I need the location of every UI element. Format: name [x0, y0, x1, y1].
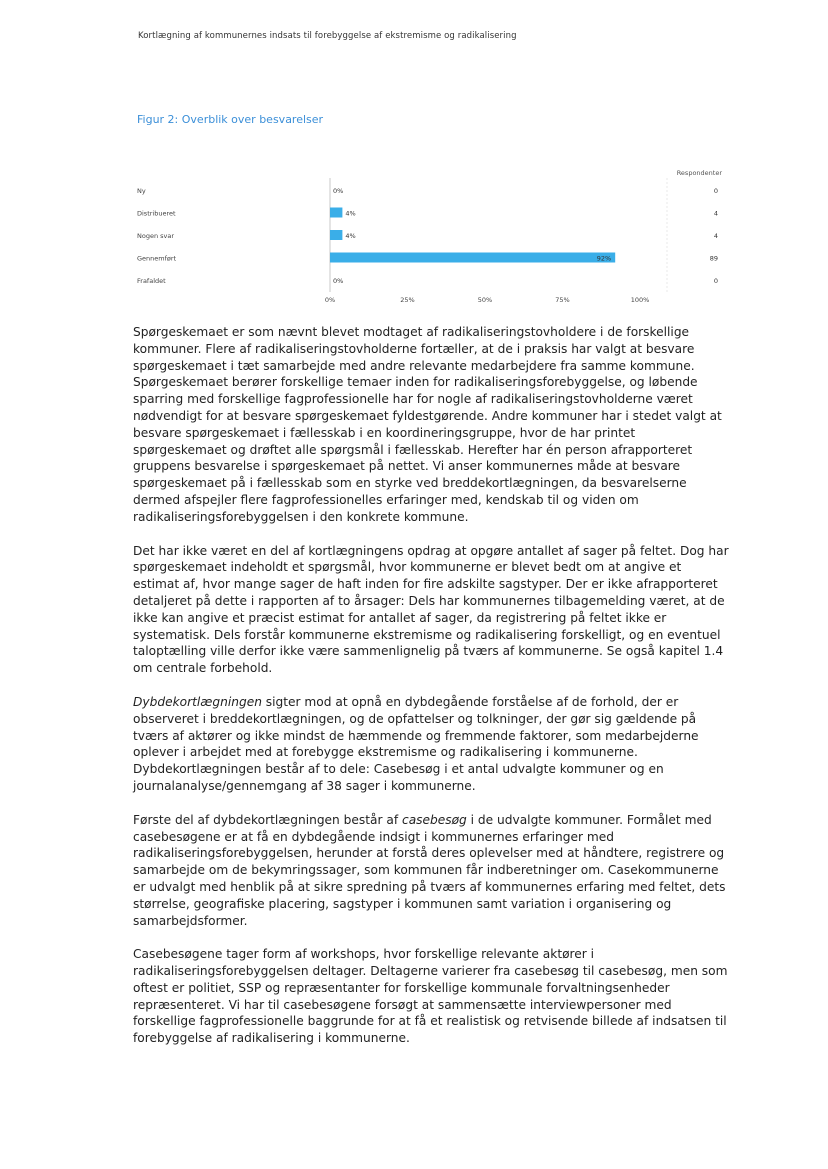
x-tick-label: 50%: [477, 296, 493, 304]
data-label: 0%: [333, 187, 344, 195]
response-overview-chart: [0, 0, 828, 320]
paragraph-4-text: i de udvalgte kommuner. Formålet med casebesøgene er at få en dybdegående indsigt i kommunernes erfaringer med radikaliseringsforebyggelsen, herunder at forstå deres oplevelser med at håndtere, registrere og samarbejde om de bekymringssager, som kommunen får indberetninger om. Casekommunerne er udvalgt med henblik på at sikre spredning på tværs af kommunernes erfaring med feltet, dets størrelse, geografiske placering, sagstyper i kommunen samt variation i organisering og samarbejdsformer.: [133, 812, 726, 928]
respondents-header: Respondenter: [676, 169, 722, 177]
category-label: Ny: [137, 187, 146, 195]
figure-title: Figur 2: Overblik over besvarelser: [137, 113, 324, 126]
category-label: Distribueret: [137, 209, 176, 218]
respondent-count: 0: [713, 187, 718, 195]
paragraph-2: Det har ikke været en del af kortlægningens opdrag at opgøre antallet af sager på feltet. Dog har spørgeskemaet indeholdt et spørgsmål, hvor kommunerne er blevet bedt om at angive et estimat af, hvor mange sager de haft inden for fire adskilte sagstyper. Der er ikke afrapporteret detaljeret på dette i rapporten af to årsager: Dels har kommunernes tilbagemelding været, at de ikke kan angive et præcist estimat for antallet af sager, da registrering på feltet ikke er systematisk. Dels forstår kommunerne ekstremisme og radikalisering forskelligt, og en eventuel taloptælling ville derfor ikke være sammenlignelig på tværs af kommunerne. Se også kapitel 1.4 om centrale forbehold.: [133, 543, 729, 676]
category-label: Gennemført: [137, 254, 177, 263]
x-tick-label: 0%: [324, 296, 336, 304]
bar: [330, 230, 342, 240]
x-tick-label: 25%: [400, 296, 415, 304]
body-text: [133, 324, 729, 1064]
data-label: 0%: [333, 277, 344, 285]
running-header: Kortlægning af kommunernes indsats til forebyggelse af ekstremisme og radikalisering: [138, 31, 517, 41]
paragraph-5: Casebesøgene tager form af workshops, hvor forskellige relevante aktører i radikaliseringsforebyggelsen deltager. Deltagerne varierer fra casebesøg til casebesøg, men som oftest er politiet, SSP og repræsentanter for forskellige kommunale forvaltningsenheder repræsenteret. Vi har til casebesøgene forsøgt at sammensætte interviewpersoner med forskellige fagprofessionelle baggrunde for at få et realistisk og retvisende billede af indsatsen til forebyggelse af radikalisering i kommunerne.: [133, 947, 728, 1046]
data-label: 92%: [596, 254, 612, 263]
respondent-count: 4: [713, 232, 718, 240]
bar: [330, 253, 615, 263]
paragraph-3: [133, 694, 729, 795]
respondent-count: 89: [709, 254, 718, 263]
x-tick-label: 75%: [555, 296, 570, 304]
paragraph-3-text: sigter mod at opnå en dybdegående forståelse af de forhold, der er observeret i breddekortlægningen, og de opfattelser og tolkninger, der gør sig gældende på tværs af aktører og ikke mindst de hæmmende og fremmende faktorer, som medarbejderne oplever i arbejdet med at forebygge ekstremisme og radikalisering i kommunerne. Dybdekortlægningen består af to dele: Casebesøg i et antal udvalgte kommuner og en journalanalyse/gennemgang af 38 sager i kommunerne.: [133, 694, 699, 793]
x-tick-label: 100%: [630, 296, 650, 304]
term-casebesoeg: casebesøg: [402, 812, 467, 827]
term-dybdekortlaegningen: Dybdekortlægningen: [133, 694, 262, 709]
paragraph-4-lead: Første del af dybdekortlægningen består af: [133, 812, 402, 827]
paragraph-1: Spørgeskemaet er som nævnt blevet modtaget af radikaliseringstovholdere i de forskellige kommuner. Flere af radikaliseringstovholderne fortæller, at de i praksis har valgt at besvare spørgeskemaet i tæt samarbejde med andre relevante medarbejdere fra samme kommune. Spørgeskemaet berører forskellige temaer inden for radikaliseringsforebyggelse, og løbende sparring med forskellige fagprofessionelle har for nogle af radikaliseringstovholderne været nødvendigt for at besvare spørgeskemaet fyldestgørende. Andre kommuner har i stedet valgt at besvare spørgeskemaet i fællesskab i en koordineringsgruppe, hvor de har printet spørgeskemaet og drøftet alle spørgsmål i fællesskab. Herefter har én person afrapporteret gruppens besvarelse i spørgeskemaet på nettet. Vi anser kommunernes måde at besvare spørgeskemaet på i fællesskab som en styrke ved breddekortlægningen, da besvarelserne dermed afspejler flere fagprofessionelles erfaringer med, kendskab til og viden om radikaliseringsforebyggelsen i den konkrete kommune.: [133, 325, 722, 524]
category-label: Nogen svar: [137, 232, 175, 240]
respondent-count: 4: [713, 209, 718, 218]
category-label: Frafaldet: [137, 277, 166, 285]
data-label: 4%: [345, 209, 356, 218]
data-label: 4%: [345, 232, 356, 240]
respondent-count: 0: [713, 277, 718, 285]
paragraph-4: [133, 812, 729, 930]
bar: [330, 208, 342, 218]
